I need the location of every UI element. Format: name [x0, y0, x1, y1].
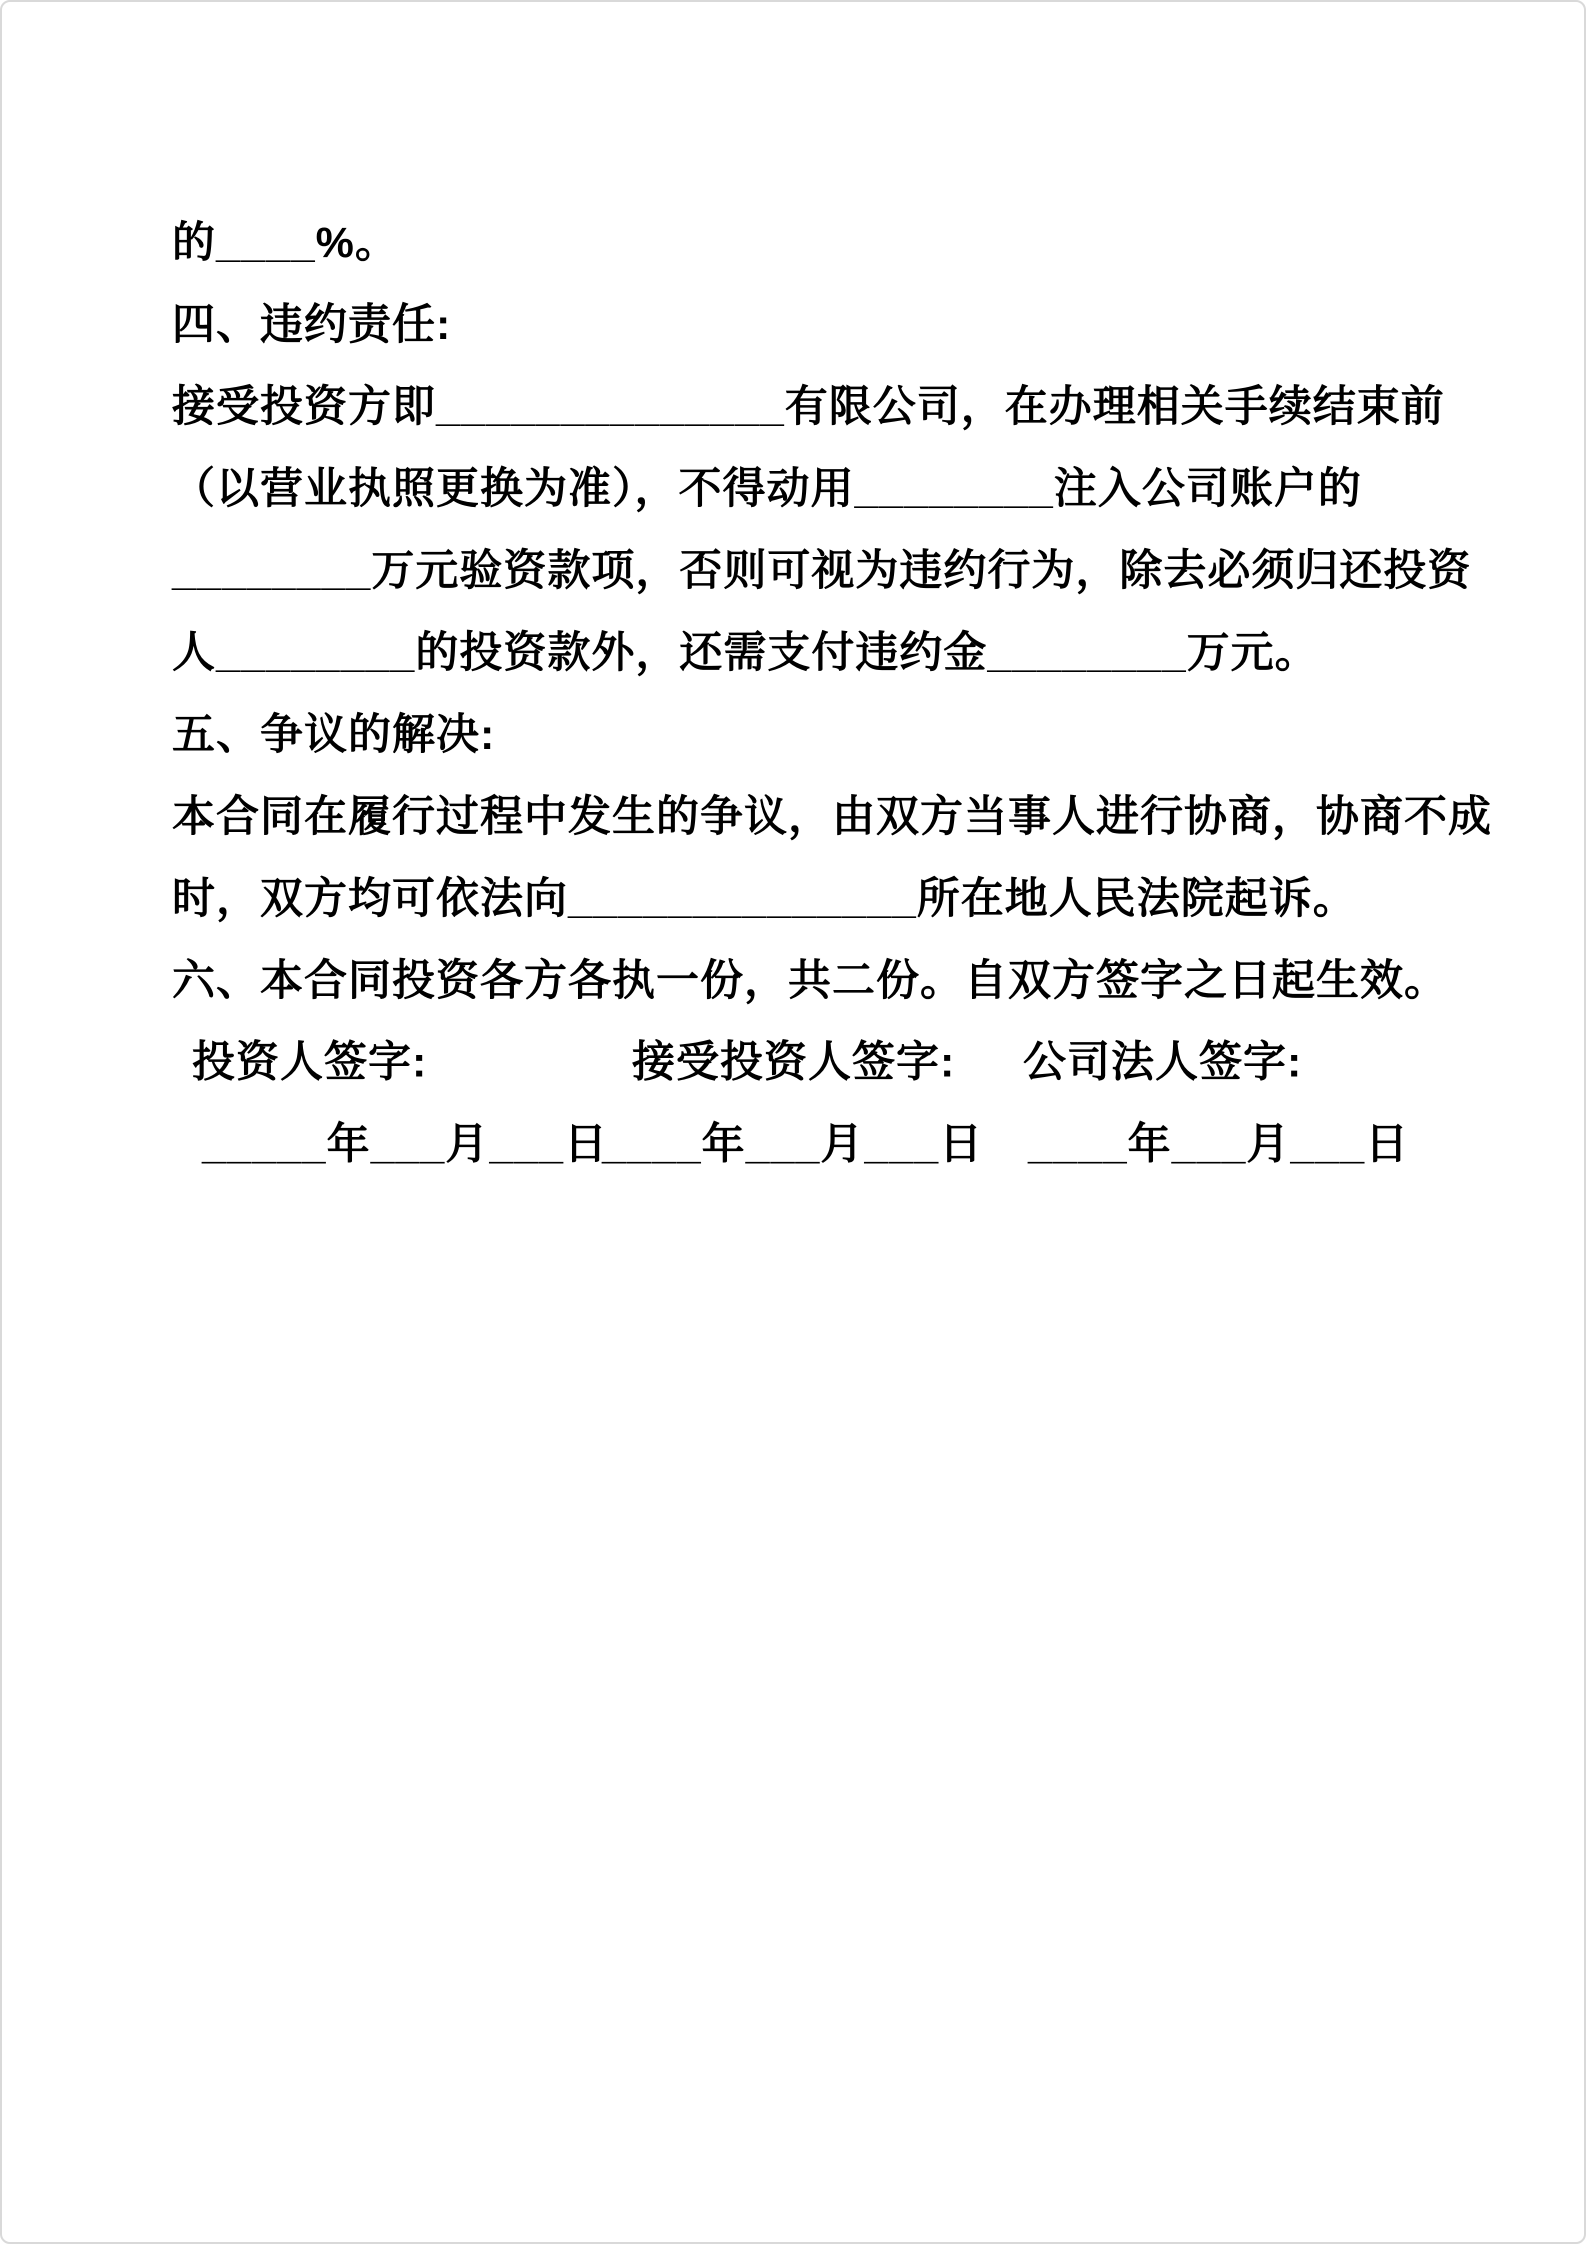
date-blank-investor: _____年___月___日 — [202, 1120, 609, 1169]
clause-breach-line-2: （以营业执照更换为准），不得动用________注入公司账户的 — [172, 464, 1362, 513]
clause-breach-line-1: 接受投资方即______________有限公司，在办理相关手续结束前 — [172, 382, 1445, 431]
date-row — [172, 1100, 1434, 1182]
signature-label-investee: 接受投资人签字: — [632, 1038, 956, 1087]
signature-row — [172, 1018, 1434, 1100]
date-blank-company-legal-rep: ____年___月___日 — [1028, 1120, 1410, 1169]
signature-label-investor: 投资人签字: — [192, 1038, 428, 1087]
clause-dispute-line-1: 本合同在履行过程中发生的争议，由双方当事人进行协商，协商不成 — [172, 792, 1492, 841]
contract-body — [2, 2, 1584, 1182]
clause-dispute-line-2: 时，双方均可依法向______________所在地人民法院起诉。 — [172, 874, 1357, 923]
clause-breach-line-3: ________万元验资款项，否则可视为违约行为，除去必须归还投资 — [172, 546, 1472, 595]
date-blank-investee: ____年___月___日 — [602, 1120, 984, 1169]
signature-label-company-legal-rep: 公司法人签字: — [1023, 1038, 1303, 1087]
clause-copies-effectiveness: 六、本合同投资各方各执一份，共二份。自双方签字之日起生效。 — [172, 956, 1448, 1005]
clause-percentage-line: 的____%。 — [172, 218, 399, 267]
clause-breach-line-4: 人________的投资款外，还需支付违约金________万元。 — [172, 628, 1319, 677]
section-heading-breach-liability: 四、违约责任: — [172, 300, 452, 349]
section-heading-dispute-resolution: 五、争议的解决: — [172, 710, 496, 759]
